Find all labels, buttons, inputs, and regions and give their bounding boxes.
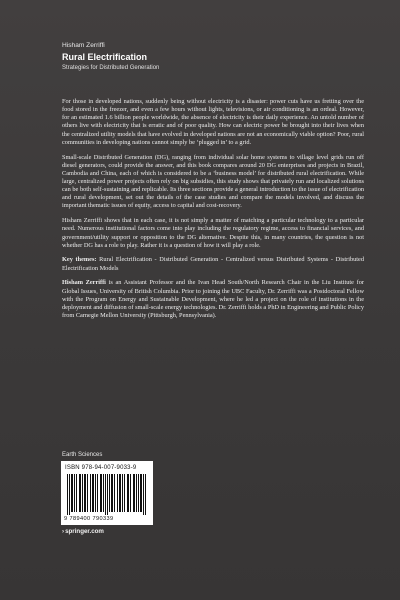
blurb [62, 98, 364, 327]
cover-header [62, 42, 159, 71]
book-subtitle: Strategies for Distributed Generation [62, 65, 160, 71]
key-themes-label: Key themes: [62, 256, 97, 264]
website-text: springer.com [65, 528, 104, 535]
blurb-paragraph-1: For those in developed nations, suddenly being without electricity is a disaster: power cuts have us fretting over the food stored in the freezer, and even a few hours without lights, televisions, or air conditioning is an ordeal. However, for an estimated 1.6 billion people worldwide, the absence of electricity is their daily experience. An untold number of others live with electricity that is erratic and of poor quality. How can electric power be brought into their lives when the centralized utility models that have evolved in developed nations are not an economically viable option? Poor, rural communities in developing nations cannot simply be ‘plugged in’ to a grid. [62, 98, 364, 146]
author-bio-text: is an Assistant Professor and the Ivan Head South/North Research Chair in the Liu Institute for Global Issues, University of British Columbia. Prior to joining the UBC Faculty, Dr. Zerriffi was a Postdoctoral Fellow with the Program on Energy and Sustainable Development, where he led a project on the role of institutions in the deployment and diffusion of small-scale energy technologies. Dr. Zerriffi holds a PhD in Engineering and Public Policy from Carnegie Mellon University (Pittsburgh, Pennsylvania). [62, 279, 364, 319]
barcode-number: 9 789400 790339 [64, 516, 114, 522]
blurb-paragraph-3: Hisham Zerriffi shows that in each case, it is not simply a matter of matching a particular technology to a particular need. Numerous institutional factors come into play including the regulatory regime, access to financial services, and government/utility support or opposition to the DG alternative. Despite this, in many countries, the question is not whether DG has a role to play. Rather it is a question of how it will play a role. [62, 217, 364, 249]
publisher-website[interactable] [62, 528, 104, 535]
author-bio [62, 279, 364, 320]
author-bio-name: Hisham Zerriffi [62, 279, 106, 287]
isbn-text: ISBN 978-94-007-9033-9 [65, 465, 137, 471]
key-themes [62, 256, 364, 272]
blurb-paragraph-2: Small-scale Distributed Generation (DG), ranging from individual solar home systems to village level grids run off diesel generators, could provide the answer, and this book compares around 20 DG enterprises and projects in Brazil, Cambodia and China, each of which is considered to be a ‘business model’ for distributed rural electrification. While large, centralized power projects often rely on big subsidies, this study shows that privately run and localized solutions can be both self-sustaining and replicable. Its three sections provide a general introduction to the issue of electrification and rural development, set out the details of the case studies and compare the models involved, and discuss the important thematic issues of equity, access to capital and cost-recovery. [62, 153, 364, 210]
barcode-icon [67, 474, 147, 515]
author-name: Hisham Zerriffi [62, 42, 105, 49]
barcode-panel [61, 461, 153, 525]
subject-category: Earth Sciences [62, 452, 103, 458]
book-title: Rural Electrification [62, 52, 148, 62]
chevron-right-icon: › [62, 528, 65, 535]
key-themes-text: Rural Electrification - Distributed Generation - Centralized versus Distributed Systems - Distributed Electrification Models [62, 256, 364, 272]
